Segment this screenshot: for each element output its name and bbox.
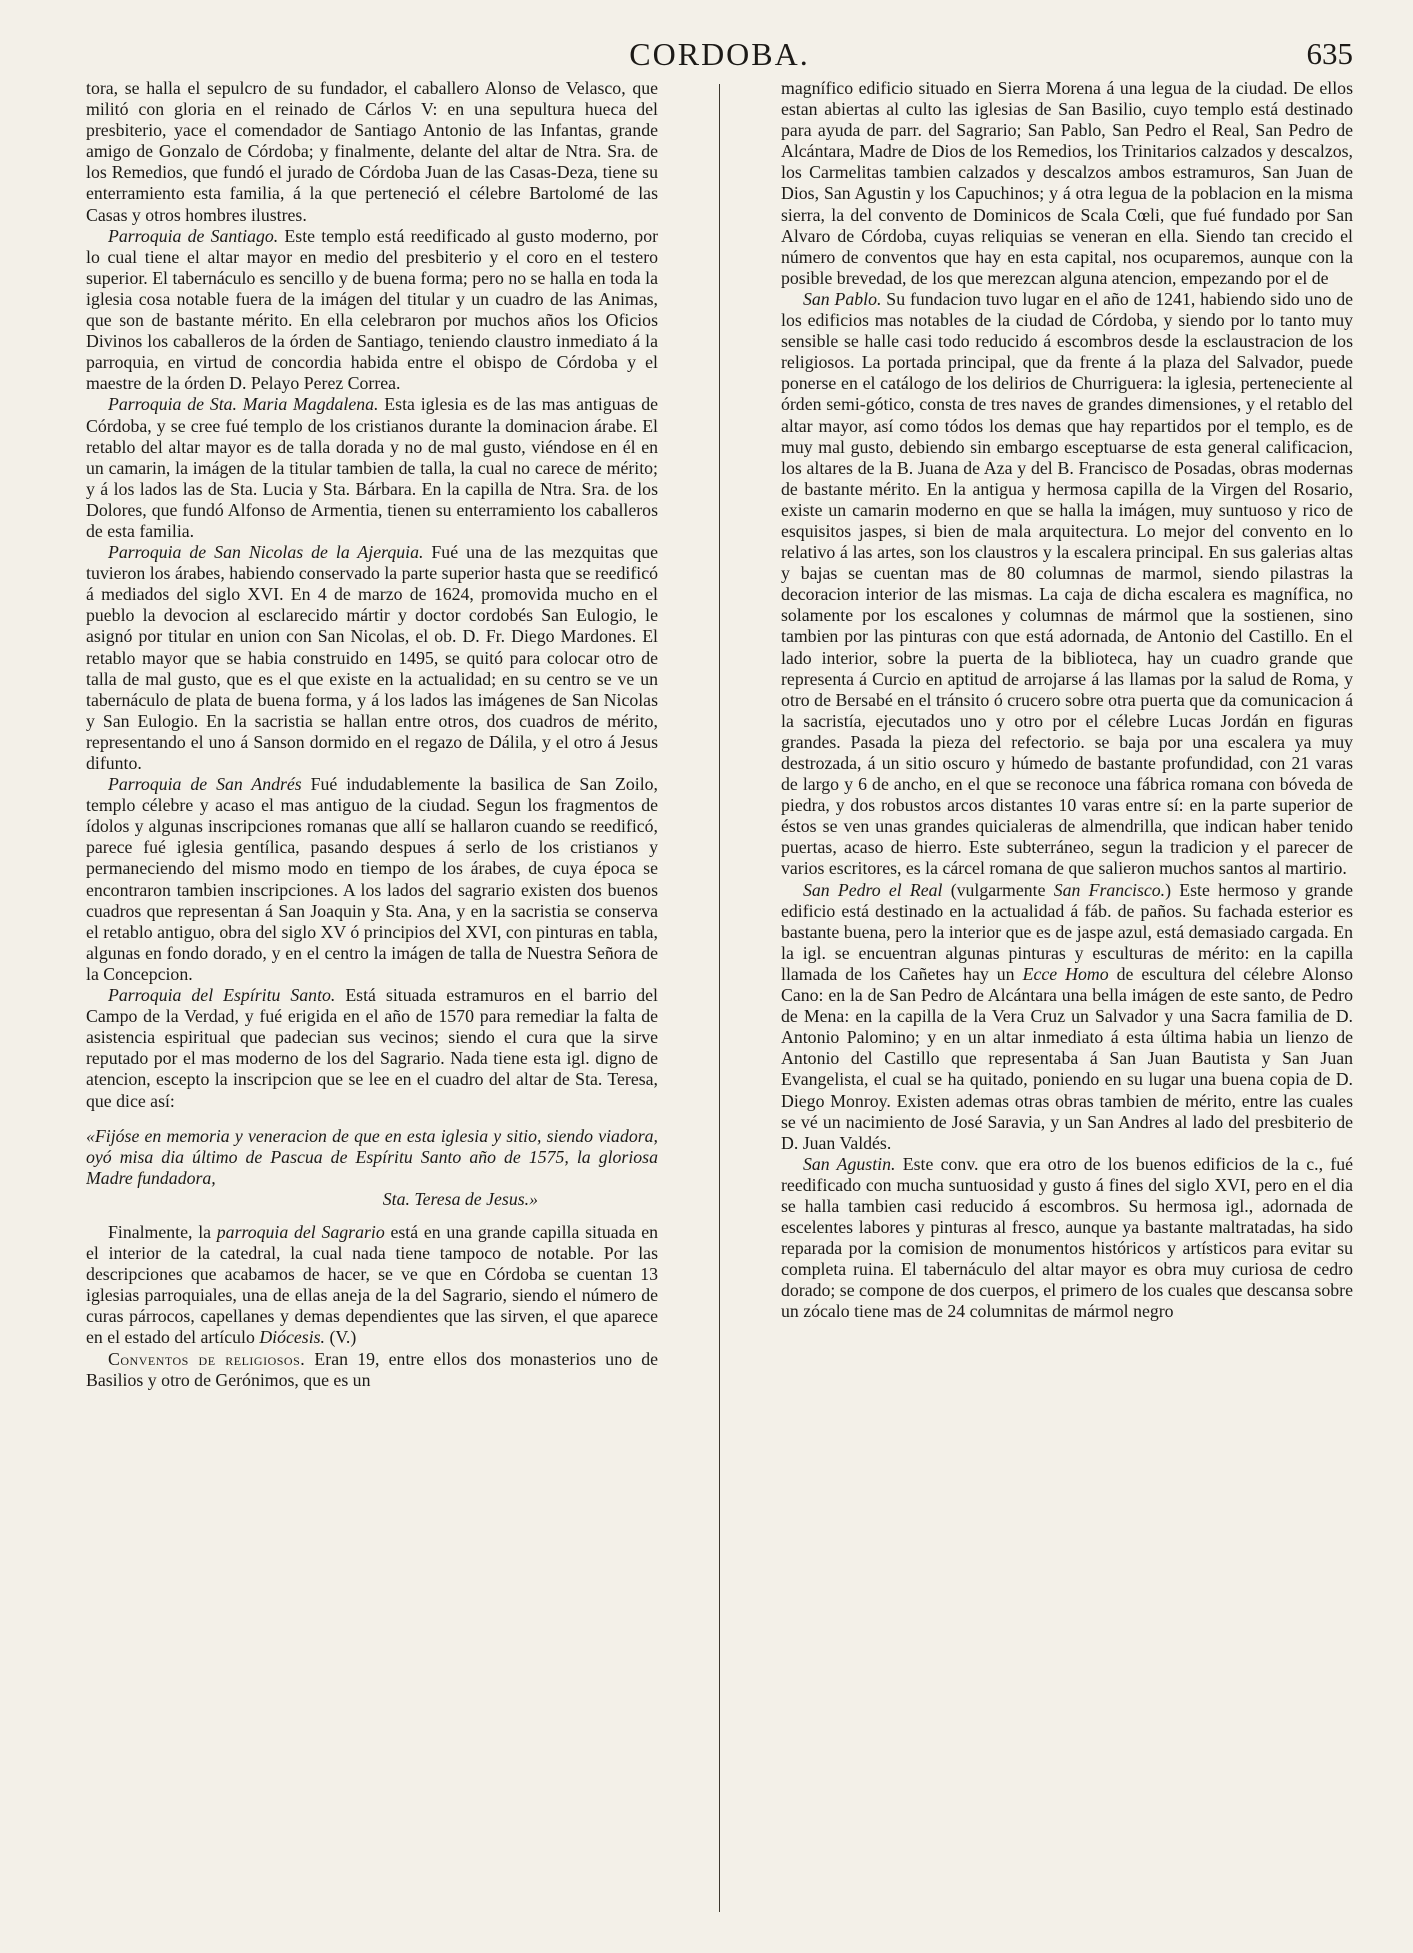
section-heading: Parroquia de Santiago. (108, 225, 279, 246)
paragraph-text: está en una grande capilla situada en el interior de la catedral, la cual nada tiene tampoco de notable. Por las descripciones que acabamos de hacer, se ve que en Córdoba se cuentan 13 iglesias parroquiales, una de ellas aneja de la del Sagrario, siendo el número de curas párrocos, capellanes y demas dependientes que las sirven, el que aparece en el estado del artículo (86, 1221, 658, 1348)
emphasis: parroquia del Sagrario (216, 1221, 385, 1242)
paragraph-san-pablo (781, 289, 1353, 880)
section-heading: San Agustin. (803, 1153, 896, 1174)
paragraph-sagrario (86, 1222, 658, 1349)
paragraph-text: Fué una de las mezquitas que tuvieron los árabes, habiendo conservado la parte superior hasta que se reedificó á mediados del siglo XVI. En 4 de marzo de 1624, promovida mucho en el pueblo la devocion al esclarecido mártir y doctor cordobés San Eulogio, le asignó por titular en union con San Nicolas, el ob. D. Fr. Diego Mardones. El retablo mayor que se habia construido en 1495, se quitó para colocar otro de talla de mal gusto, que es el que existe en la actualidad; en su centro se ve un tabernáculo de plata de buena forma, y á los lados las imágenes de San Nicolas y San Eulogio. En la sacristia se hallan entre otros, dos cuadros de mérito, representando el uno á Sanson dormido en el regazo de Dálila, y el otro á Jesus difunto. (86, 542, 658, 773)
paragraph-text: (V.) (325, 1327, 357, 1348)
paragraph-text: Este templo está reedificado al gusto moderno, por lo cual tiene el altar mayor en medio del presbiterio y el coro en el testero superior. El tabernáculo es sencillo y de buena forma; pero no se halla en toda la iglesia cosa notable fuera de la imágen del titular y un cuadro de las Animas, que son de bastante mérito. En ella celebraron por muchos años los Oficios Divinos los caballeros de la órden de Santiago, teniendo claustro inmediato á la parroquia, en virtud de concordia habida entre el obispo de Córdoba y el maestre de la órden D. Pelayo Perez Correa. (86, 225, 658, 394)
paragraph-text: Fué indudablemente la basilica de San Zoilo, templo célebre y acaso el mas antiguo de la ciudad. Segun los fragmentos de ídolos y algunas inscripciones romanas que allí se hallaron cuando se reedificó, parece fué iglesia gentílica, pasando despues á serlo de los cristianos y permaneciendo del mismo modo en tiempo de los árabes, de cuya época se encontraron tambien inscripciones. A los lados del sagrario existen dos buenos cuadros que representan á San Joaquin y Sta. Ana, y en la sacristia se conserva el retablo antiguo, obra del siglo XV ó principios del XVI, con pinturas en tabla, algunas en fondo dorado, y en el centro la imágen de talla de Nuestra Señora de la Concepcion. (86, 774, 658, 984)
paragraph-text: Finalmente, la (108, 1221, 217, 1242)
right-column (781, 78, 1353, 1938)
paragraph-parroquia-san-nicolas (86, 542, 658, 774)
column-divider (719, 84, 720, 1912)
section-heading: Parroquia de Sta. Maria Magdalena. (108, 394, 379, 415)
paragraph-text: Eran 19, entre ellos dos monasterios uno de Basilios y otro de Gerónimos, que es un (86, 1348, 658, 1390)
paragraph-san-pedro-el-real (781, 880, 1353, 1154)
page-number: 635 (1306, 36, 1353, 71)
paragraph-text: Esta iglesia es de las mas antiguas de Córdoba, y se cree fué templo de los cristianos durante la dominacion árabe. El retablo del altar mayor es de talla dorada y no de mal gusto, viéndose en él en un camarin, la imágen de la titular tambien de talla, la cual no carece de mérito; y á los lados las de Sta. Lucia y Sta. Bárbara. En la capilla de Ntra. Sra. de los Dolores, que fundó Alfonso de Armentia, tienen su enterramiento los caballeros de esta familia. (86, 394, 658, 541)
paragraph-text: Su fundacion tuvo lugar en el año de 1241, habiendo sido uno de los edificios mas notables de la ciudad de Córdoba, y siendo por lo tanto muy sensible se halle casi todo reducido á escombros desde la esclaustracion de los religiosos. La portada principal, que da frente á la plaza del Salvador, puede ponerse en el catálogo de los delirios de Churriguera: la iglesia, perteneciente al órden semi-gótico, consta de tres naves de grandes dimensiones, y el retablo del altar mayor, así como tódos los demas que hay repartidos por el templo, es de muy mal gusto, debiendo sin embargo esceptuarse de esta general calificacion, los altares de la B. Juana de Aza y del B. Francisco de Posadas, obras modernas de bastante mérito. En la antigua y hermosa capilla de la Virgen del Rosario, existe un camarin moderno en que se halla la imágen, muy suntuoso y rico de esquisitos jaspes, si bien de mala arquitectura. Lo mejor del convento en lo relativo á las artes, son los claustros y la escalera principal. En sus galerias altas y bajas se cuentan mas de 80 columnas de marmol, siendo pilastras la decoracion interior de las mismas. La caja de dicha escalera es magnífica, no solamente por los escalones y columnas de mármol que la sostienen, sino tambien por las pinturas con que está adornada, de Antonio del Castillo. En el lado interior, sobre la puerta de la biblioteca, hay un cuadro grande que representa á Curcio en aptitud de arrojarse á las llamas por la salud de Roma, y otro de Bersabé en el tránsito ó crucero sobre otra puerta que da comunicacion á la sacristía, ejecutados uno y otro por el célebre Lucas Jordán en figuras grandes. Pasada la pieza del refectorio. se baja por una escalera ya muy destrozada, á un sitio oscuro y húmedo de bastante profundidad, con 21 varas de largo y 6 de ancho, en el que se reconoce una fábrica romana con bóveda de piedra, y dos robustos arcos distantes 10 varas entre sí: en la parte superior de éstos se ven unas grandes quicialeras de almendrilla, que indican haber tenido puertas, acaso de hierro. Este subterráneo, segun la tradicion y el parecer de varios escritores, es la cárcel romana de que salieron muchos santos al martirio. (781, 288, 1353, 879)
section-heading: San Pablo. (803, 288, 882, 309)
emphasis: Diócesis. (259, 1327, 325, 1348)
paragraph-parroquia-san-andres (86, 774, 658, 985)
paragraph-text: tora, se halla el sepulcro de su fundador, el caballero Alonso de Velasco, que militó con gloria en el reinado de Cárlos V: en una sepultura hueca del presbiterio, yace el comendador de Santiago Antonio de las Infantas, grande amigo de Gonzalo de Córdoba; y finalmente, delante del altar de Ntra. Sra. de los Remedios, que fundó el jurado de Córdoba Juan de las Casas-Deza, tiene su enterramiento esta familia, á la que perteneció el célebre Bartolomé de las Casas y otros hombres ilustres. (86, 78, 658, 225)
paragraph-text: Este conv. que era otro de los buenos edificios de la c., fué reedificado con mucha suntuosidad y gusto á fines del siglo XVI, pero en el dia se halla tambien casi reducido á escombros. Su hermosa igl., adornada de escelentes labores y pinturas al fresco, aunque ya bastante maltratadas, ha sido reparada por la comision de monumentos históricos y artísticos para evitar su completa ruina. El tabernáculo del altar mayor es obra muy curiosa de cedro dorado; se compone de dos cuerpos, el primero de los cuales que descansa sobre un zócalo tiene mas de 24 columnitas de mármol negro (781, 1153, 1353, 1322)
inscription-quote (86, 1126, 658, 1210)
section-heading: Parroquia de San Andrés (108, 774, 302, 795)
paragraph-conventos (86, 1349, 658, 1391)
left-column (86, 78, 658, 1938)
emphasis: Ecce Homo (1022, 963, 1109, 984)
quote-signature: Sta. Teresa de Jesus.» (382, 1188, 538, 1209)
section-heading: Parroquia de San Nicolas de la Ajerquia. (108, 542, 424, 563)
page-header (86, 30, 1353, 78)
paragraph (781, 78, 1353, 289)
paragraph-text: de escultura del célebre Alonso Cano: en la de San Pedro de Alcántara una bella imágen de este santo, de Pedro de Mena: en la capilla de la Vera Cruz un Salvador y una Sacra familia de D. Antonio Palomino; y en un altar inmediato á esta última habia un lienzo de Antonio del Castillo que representaba á San Juan Bautista y San Juan Evangelista, el cual se ha quitado, poniendo en su lugar una buena copia de D. Diego Monroy. Existen ademas otras obras tambien de mérito, entre las cuales se vé un nacimiento de José Saravia, y un San Andres al lado del presbiterio de D. Juan Valdés. (781, 963, 1353, 1153)
paragraph-parroquia-magdalena (86, 394, 658, 542)
paragraph (86, 78, 658, 226)
running-title: CORDOBA. (629, 36, 810, 72)
paragraph-san-agustin (781, 1154, 1353, 1323)
paragraph-text: magnífico edificio situado en Sierra Morena á una legua de la ciudad. De ellos estan abiertas al culto las iglesias de San Basilio, cuyo templo está destinado para ayuda de parr. del Sagrario; San Pablo, San Pedro el Real, San Pedro de Alcántara, Madre de Dios de los Remedios, los Trinitarios calzados y descalzos, los Carmelitas tambien calzados y descalzos ambos estramuros, San Juan de Dios, San Agustin y los Capuchinos; y á otra legua de la poblacion en la misma sierra, la del convento de Dominicos de Scala Cœli, que fué fundado por San Alvaro de Córdoba, cuyas reliquias se veneran en ella. Siendo tan crecido el número de conventos que hay en esta capital, nos ocuparemos, aunque con la posible brevedad, de los que merezcan alguna atencion, empezando por el de (781, 78, 1353, 288)
paragraph-parroquia-santiago (86, 226, 658, 395)
paragraph-text: ) Este hermoso y grande edificio está destinado en la actualidad á fáb. de paños. Su fachada esterior es bastante buena, pero la interior que es de jaspe azul, está demasiado cargada. En la igl. se encuentran algunas pinturas y esculturas de mérito: en la capilla llamada de los Cañetes hay un (781, 879, 1353, 984)
section-heading: Conventos de religiosos. (108, 1348, 306, 1369)
section-heading: San Pedro el Real (803, 879, 943, 900)
paragraph-text: Está situada estramuros en el barrio del Campo de la Verdad, y fué erigida en el año de 1570 para remediar la falta de asistencia espiritual que padecian sus vecinos; siendo el cura que la sirve reputado por el mas moderno de los del Sagrario. Nada tiene esta igl. digno de atencion, escepto la inscripcion que se lee en el cuadro del altar de Sta. Teresa, que dice así: (86, 985, 658, 1111)
emphasis: San Francisco. (1053, 879, 1166, 900)
text-columns (86, 78, 1353, 1938)
quote-text: «Fijóse en memoria y veneracion de que en esta iglesia y sitio, siendo viadora, oyó misa dia último de Pascua de Espíritu Santo año de 1575, la gloriosa Madre fundadora, (86, 1125, 658, 1188)
section-heading: Parroquia del Espíritu Santo. (108, 985, 336, 1006)
paragraph-text: (vulgarmente (942, 879, 1054, 900)
paragraph-parroquia-espiritu-santo (86, 985, 658, 1112)
